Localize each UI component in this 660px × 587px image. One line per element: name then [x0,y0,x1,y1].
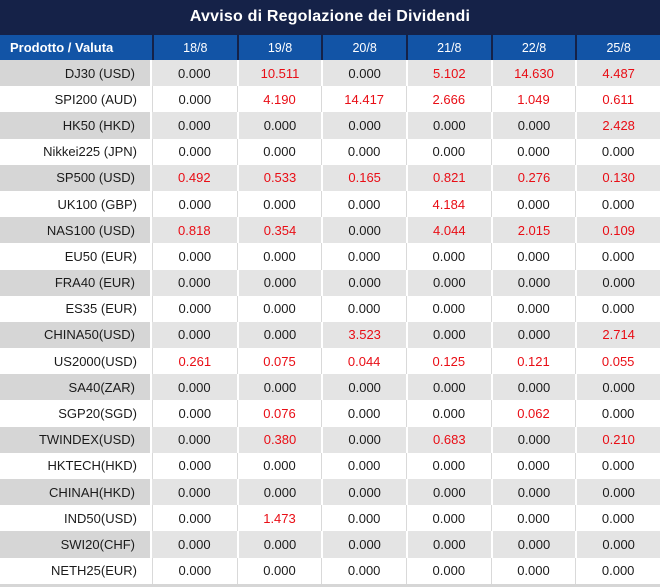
value-cell: 0.000 [178,65,211,81]
value-cell: 4.184 [406,191,491,217]
value-cell: 1.473 [237,505,322,531]
value-cell: 4.044 [406,217,491,243]
value-cell: 0.000 [178,379,211,395]
value-cell: 0.000 [237,139,322,165]
value-cell: 0.000 [575,243,660,269]
date-header-cell: 18/8 [152,35,237,60]
value-cell: 0.000 [152,191,237,217]
table-row [0,296,660,322]
value-cell: 0.000 [575,531,660,557]
value-cell: 0.000 [237,374,322,400]
value-cell: 0.000 [321,505,406,531]
value-cell: 0.000 [406,453,491,479]
value-cell: 0.000 [491,322,576,348]
value-cell: 0.000 [406,270,491,296]
product-cell: NETH25(EUR) [51,563,137,579]
product-cell: DJ30 (USD) [0,60,152,86]
value-cell: 0.000 [491,243,576,269]
value-cell: 0.210 [575,427,660,453]
value-cell: 10.511 [237,60,322,86]
value-cell: 0.000 [575,191,660,217]
value-cell: 0.000 [237,531,322,557]
value-cell: 0.000 [321,191,406,217]
value-cell: 0.000 [237,479,322,505]
value-cell: 0.000 [178,327,211,343]
product-cell: EU50 (EUR) [64,248,137,264]
product-cell: CHINA50(USD) [0,322,152,348]
value-cell: 0.000 [321,427,406,453]
product-cell: IND50(USD) [64,510,137,526]
value-cell: 0.000 [178,536,211,552]
value-cell: 2.666 [406,86,491,112]
product-cell: SA40(ZAR) [0,374,152,400]
value-cell: 0.000 [152,139,237,165]
table-row [0,374,660,400]
value-cell: 0.818 [178,222,211,238]
product-cell: HKTECH(HKD) [47,458,137,474]
value-cell: 0.044 [321,348,406,374]
product-cell: SP500 (USD) [0,165,152,191]
value-cell: 0.125 [406,348,491,374]
value-cell: 0.000 [406,243,491,269]
value-cell: 0.000 [575,400,660,426]
value-cell: 0.165 [321,165,406,191]
value-cell: 0.000 [237,322,322,348]
value-cell: 0.000 [178,484,211,500]
table-row [0,479,660,505]
value-cell: 0.000 [152,400,237,426]
value-cell: 0.000 [237,558,322,584]
value-cell: 0.000 [406,558,491,584]
value-cell: 0.000 [237,453,322,479]
value-cell: 0.000 [237,243,322,269]
product-cell: CHINAH(HKD) [0,479,152,505]
table-row [0,322,660,348]
value-cell: 0.000 [575,505,660,531]
value-cell: 0.000 [321,243,406,269]
value-cell: 0.000 [321,270,406,296]
product-cell: NAS100 (USD) [0,217,152,243]
table-row [0,453,660,479]
product-cell: Nikkei225 (JPN) [43,144,137,160]
value-cell: 0.000 [406,505,491,531]
table-row [0,270,660,296]
value-cell: 0.000 [491,479,576,505]
table-row [0,400,660,426]
product-cell: SWI20(CHF) [0,531,152,557]
value-cell: 0.000 [575,453,660,479]
value-cell: 0.380 [237,427,322,453]
value-cell: 0.000 [406,139,491,165]
value-cell: 0.000 [152,243,237,269]
table-row [0,505,660,531]
value-cell: 0.000 [406,400,491,426]
table-row [0,139,660,165]
value-cell: 0.000 [406,374,491,400]
value-cell: 0.000 [406,322,491,348]
value-cell: 5.102 [406,60,491,86]
table-row [0,112,660,138]
value-cell: 0.000 [575,374,660,400]
value-cell: 0.000 [321,374,406,400]
table-row [0,86,660,112]
value-cell: 0.000 [575,558,660,584]
value-cell: 0.000 [237,191,322,217]
value-cell: 0.000 [321,479,406,505]
value-cell: 0.000 [406,112,491,138]
table-row [0,531,660,557]
value-cell: 0.000 [491,453,576,479]
value-cell: 2.015 [491,217,576,243]
value-cell: 0.261 [152,348,237,374]
value-cell: 0.000 [321,139,406,165]
value-cell: 0.000 [491,531,576,557]
value-cell: 0.075 [237,348,322,374]
product-cell: TWINDEX(USD) [0,427,152,453]
value-cell: 0.000 [491,270,576,296]
value-cell: 0.000 [321,217,406,243]
value-cell: 0.000 [321,112,406,138]
value-cell: 4.190 [237,86,322,112]
value-cell: 0.683 [406,427,491,453]
value-cell: 0.000 [321,400,406,426]
table-row [0,217,660,243]
value-cell: 0.000 [491,427,576,453]
value-cell: 0.000 [491,558,576,584]
value-cell: 0.000 [178,432,211,448]
value-cell: 14.417 [321,86,406,112]
value-cell: 0.000 [406,479,491,505]
page-title: Avviso di Regolazione dei Dividendi [0,0,660,33]
product-cell: HK50 (HKD) [0,112,152,138]
value-cell: 0.076 [237,400,322,426]
value-cell: 0.000 [178,275,211,291]
product-cell: FRA40 (EUR) [0,270,152,296]
value-cell: 0.000 [237,270,322,296]
value-cell: 0.000 [491,505,576,531]
value-cell: 1.049 [491,86,576,112]
table-body [0,60,660,584]
value-cell: 0.354 [237,217,322,243]
date-header-cell: 19/8 [237,35,322,60]
value-cell: 3.523 [321,322,406,348]
table-row [0,243,660,269]
table-row [0,348,660,374]
value-cell: 0.055 [575,348,660,374]
value-cell: 0.109 [575,217,660,243]
value-cell: 0.821 [406,165,491,191]
value-cell: 0.000 [152,86,237,112]
product-cell: SGP20(SGD) [58,406,137,422]
value-cell: 0.121 [491,348,576,374]
date-header-cell: 21/8 [406,35,491,60]
value-cell: 2.428 [575,112,660,138]
value-cell: 0.062 [491,400,576,426]
product-cell: UK100 (GBP) [57,196,137,212]
value-cell: 0.000 [178,117,211,133]
value-cell: 0.000 [321,296,406,322]
value-cell: 0.000 [406,296,491,322]
date-header-cell: 20/8 [321,35,406,60]
date-header-cell: 25/8 [575,35,660,60]
value-cell: 0.000 [321,558,406,584]
value-cell: 4.487 [575,60,660,86]
value-cell: 0.000 [491,296,576,322]
value-cell: 0.000 [152,453,237,479]
value-cell: 14.630 [491,60,576,86]
value-cell: 0.000 [406,531,491,557]
table-row [0,60,660,86]
value-cell: 0.000 [491,374,576,400]
product-cell: ES35 (EUR) [65,301,137,317]
value-cell: 0.000 [321,60,406,86]
value-cell: 0.000 [575,270,660,296]
value-cell: 0.000 [321,531,406,557]
value-cell: 0.492 [178,170,211,186]
value-cell: 0.000 [491,112,576,138]
product-header-cell: Prodotto / Valuta [10,40,114,55]
table-row [0,191,660,217]
table-row [0,427,660,453]
value-cell: 0.000 [152,558,237,584]
table-row [0,558,660,584]
value-cell: 0.000 [321,453,406,479]
value-cell: 0.000 [152,296,237,322]
value-cell: 0.533 [237,165,322,191]
product-cell: SPI200 (AUD) [54,91,137,107]
value-cell: 0.611 [575,86,660,112]
value-cell: 0.000 [575,479,660,505]
value-cell: 0.000 [152,505,237,531]
product-cell: US2000(USD) [53,353,137,369]
value-cell: 0.000 [491,191,576,217]
value-cell: 0.276 [491,165,576,191]
table-row [0,165,660,191]
value-cell: 0.000 [237,296,322,322]
value-cell: 0.000 [575,296,660,322]
value-cell: 0.000 [575,139,660,165]
value-cell: 2.714 [575,322,660,348]
value-cell: 0.130 [575,165,660,191]
table-header [0,33,660,60]
value-cell: 0.000 [491,139,576,165]
value-cell: 0.000 [237,112,322,138]
date-header-cell: 22/8 [491,35,576,60]
